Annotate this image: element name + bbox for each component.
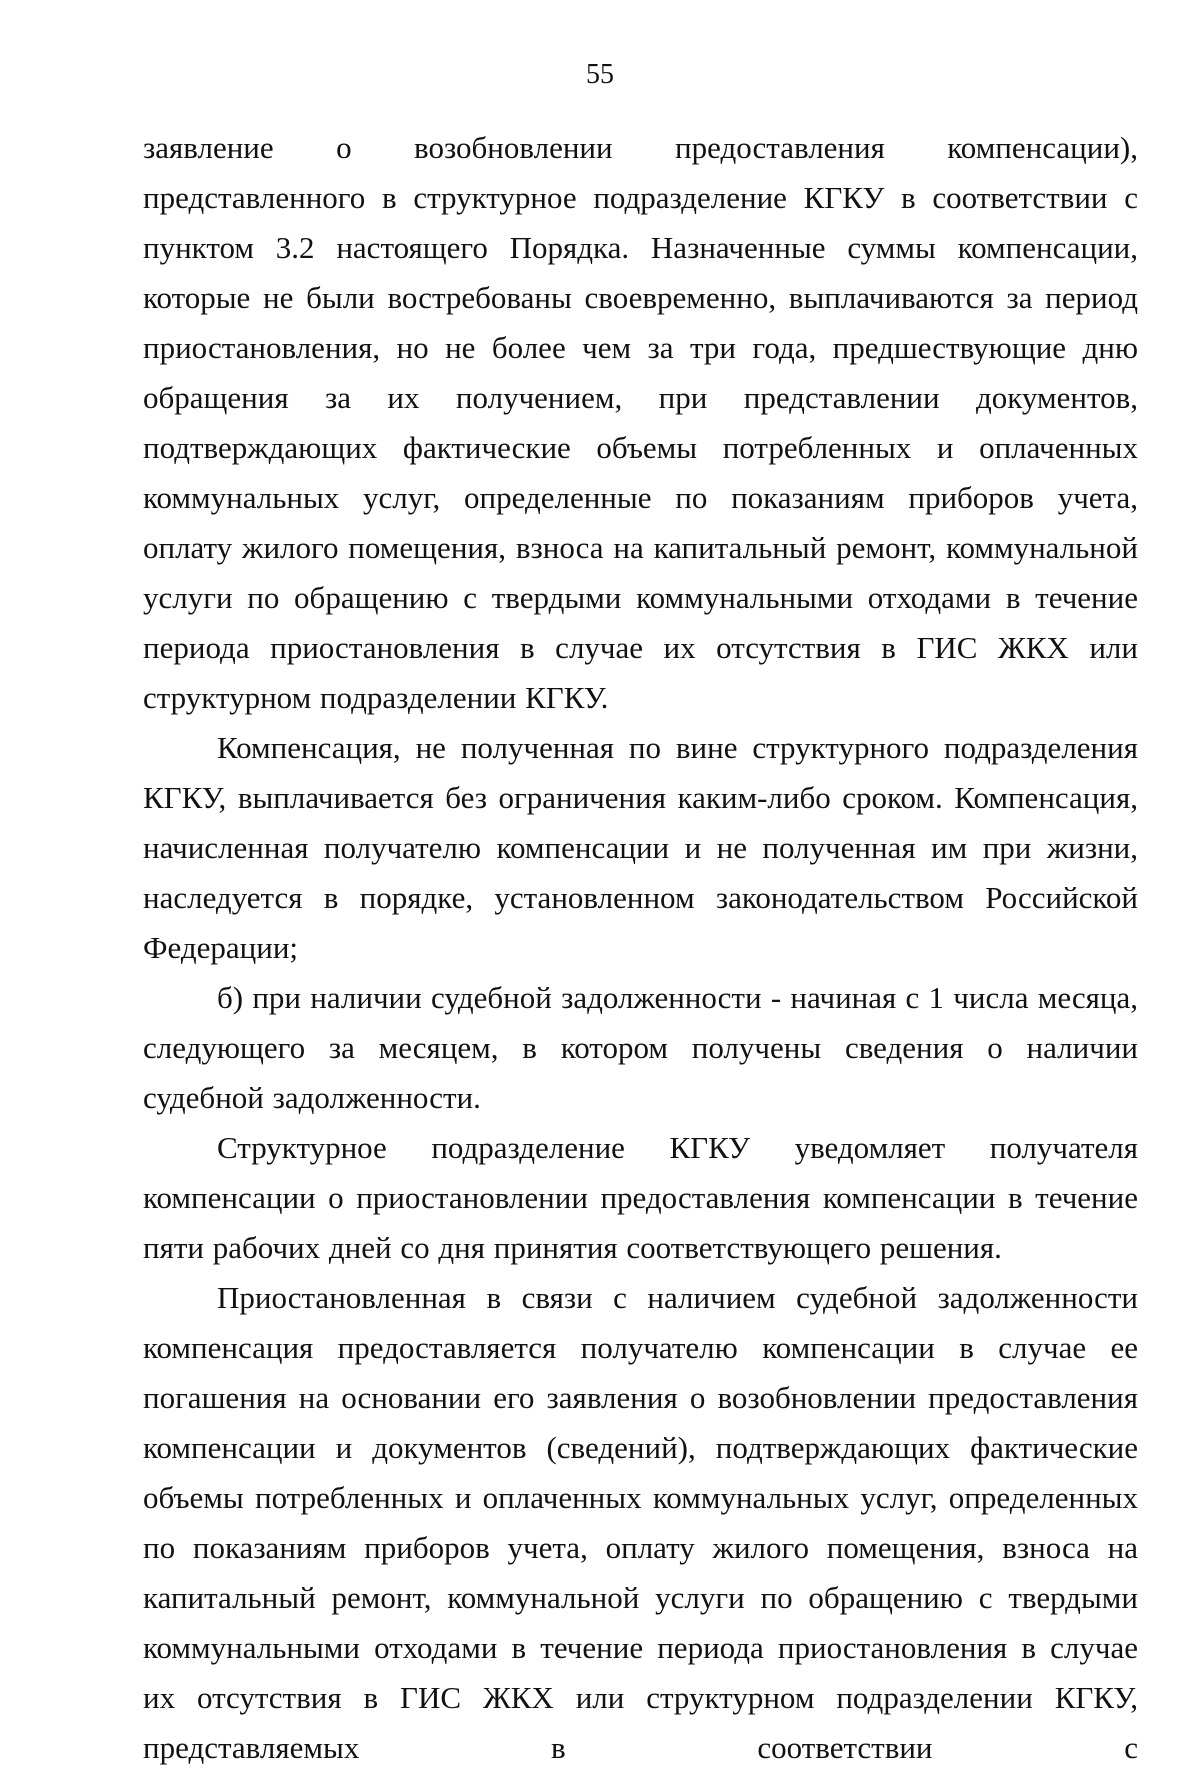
paragraph-item-b-court-debt: б) при наличии судебной задолженности - начиная с 1 числа месяца, следующего за месяцем, в котором получены сведения о наличии судебной задолженности.: [143, 980, 1138, 1115]
page-number: 55: [586, 59, 614, 90]
paragraph-compensation-not-received: Компенсация, не полученная по вине структурного подразделения КГКУ, выплачивается без ограничения каким-либо сроком. Компенсация, начисленная получателю компенсации и не полученная им при жизни, наследуется в порядке, установленном законодательством Российской Федерации;: [143, 730, 1138, 965]
document-body: [143, 123, 1138, 1773]
paragraph-suspended-compensation: Приостановленная в связи с наличием судебной задолженности компенсация предоставляется получателю компенсации в случае ее погашения на основании его заявления о возобновлении предоставления компенсации и документов (сведений), подтверждающих фактические объемы потребленных и оплаченных коммунальных услуг, определенных по показаниям приборов учета, оплату жилого помещения, взноса на капитальный ремонт, коммунальной услуги по обращению с твердыми коммунальными отходами в течение периода приостановления в случае их отсутствия в ГИС ЖКХ или структурном подразделении КГКУ, представляемых в соответствии с: [143, 1280, 1138, 1765]
paragraph-continuation: заявление о возобновлении предоставления компенсации), представленного в структурное подразделение КГКУ в соответствии с пунктом 3.2 настоящего Порядка. Назначенные суммы компенсации, которые не были востребованы своевременно, выплачиваются за период приостановления, но не более чем за три года, предшествующие дню обращения за их получением, при представлении документов, подтверждающих фактические объемы потребленных и оплаченных коммунальных услуг, определенные по показаниям приборов учета, оплату жилого помещения, взноса на капитальный ремонт, коммунальной услуги по обращению с твердыми коммунальными отходами в течение периода приостановления в случае их отсутствия в ГИС ЖКХ или структурном подразделении КГКУ.: [143, 130, 1138, 715]
paragraph-notification: Структурное подразделение КГКУ уведомляет получателя компенсации о приостановлении предоставления компенсации в течение пяти рабочих дней со дня принятия соответствующего решения.: [143, 1130, 1138, 1265]
